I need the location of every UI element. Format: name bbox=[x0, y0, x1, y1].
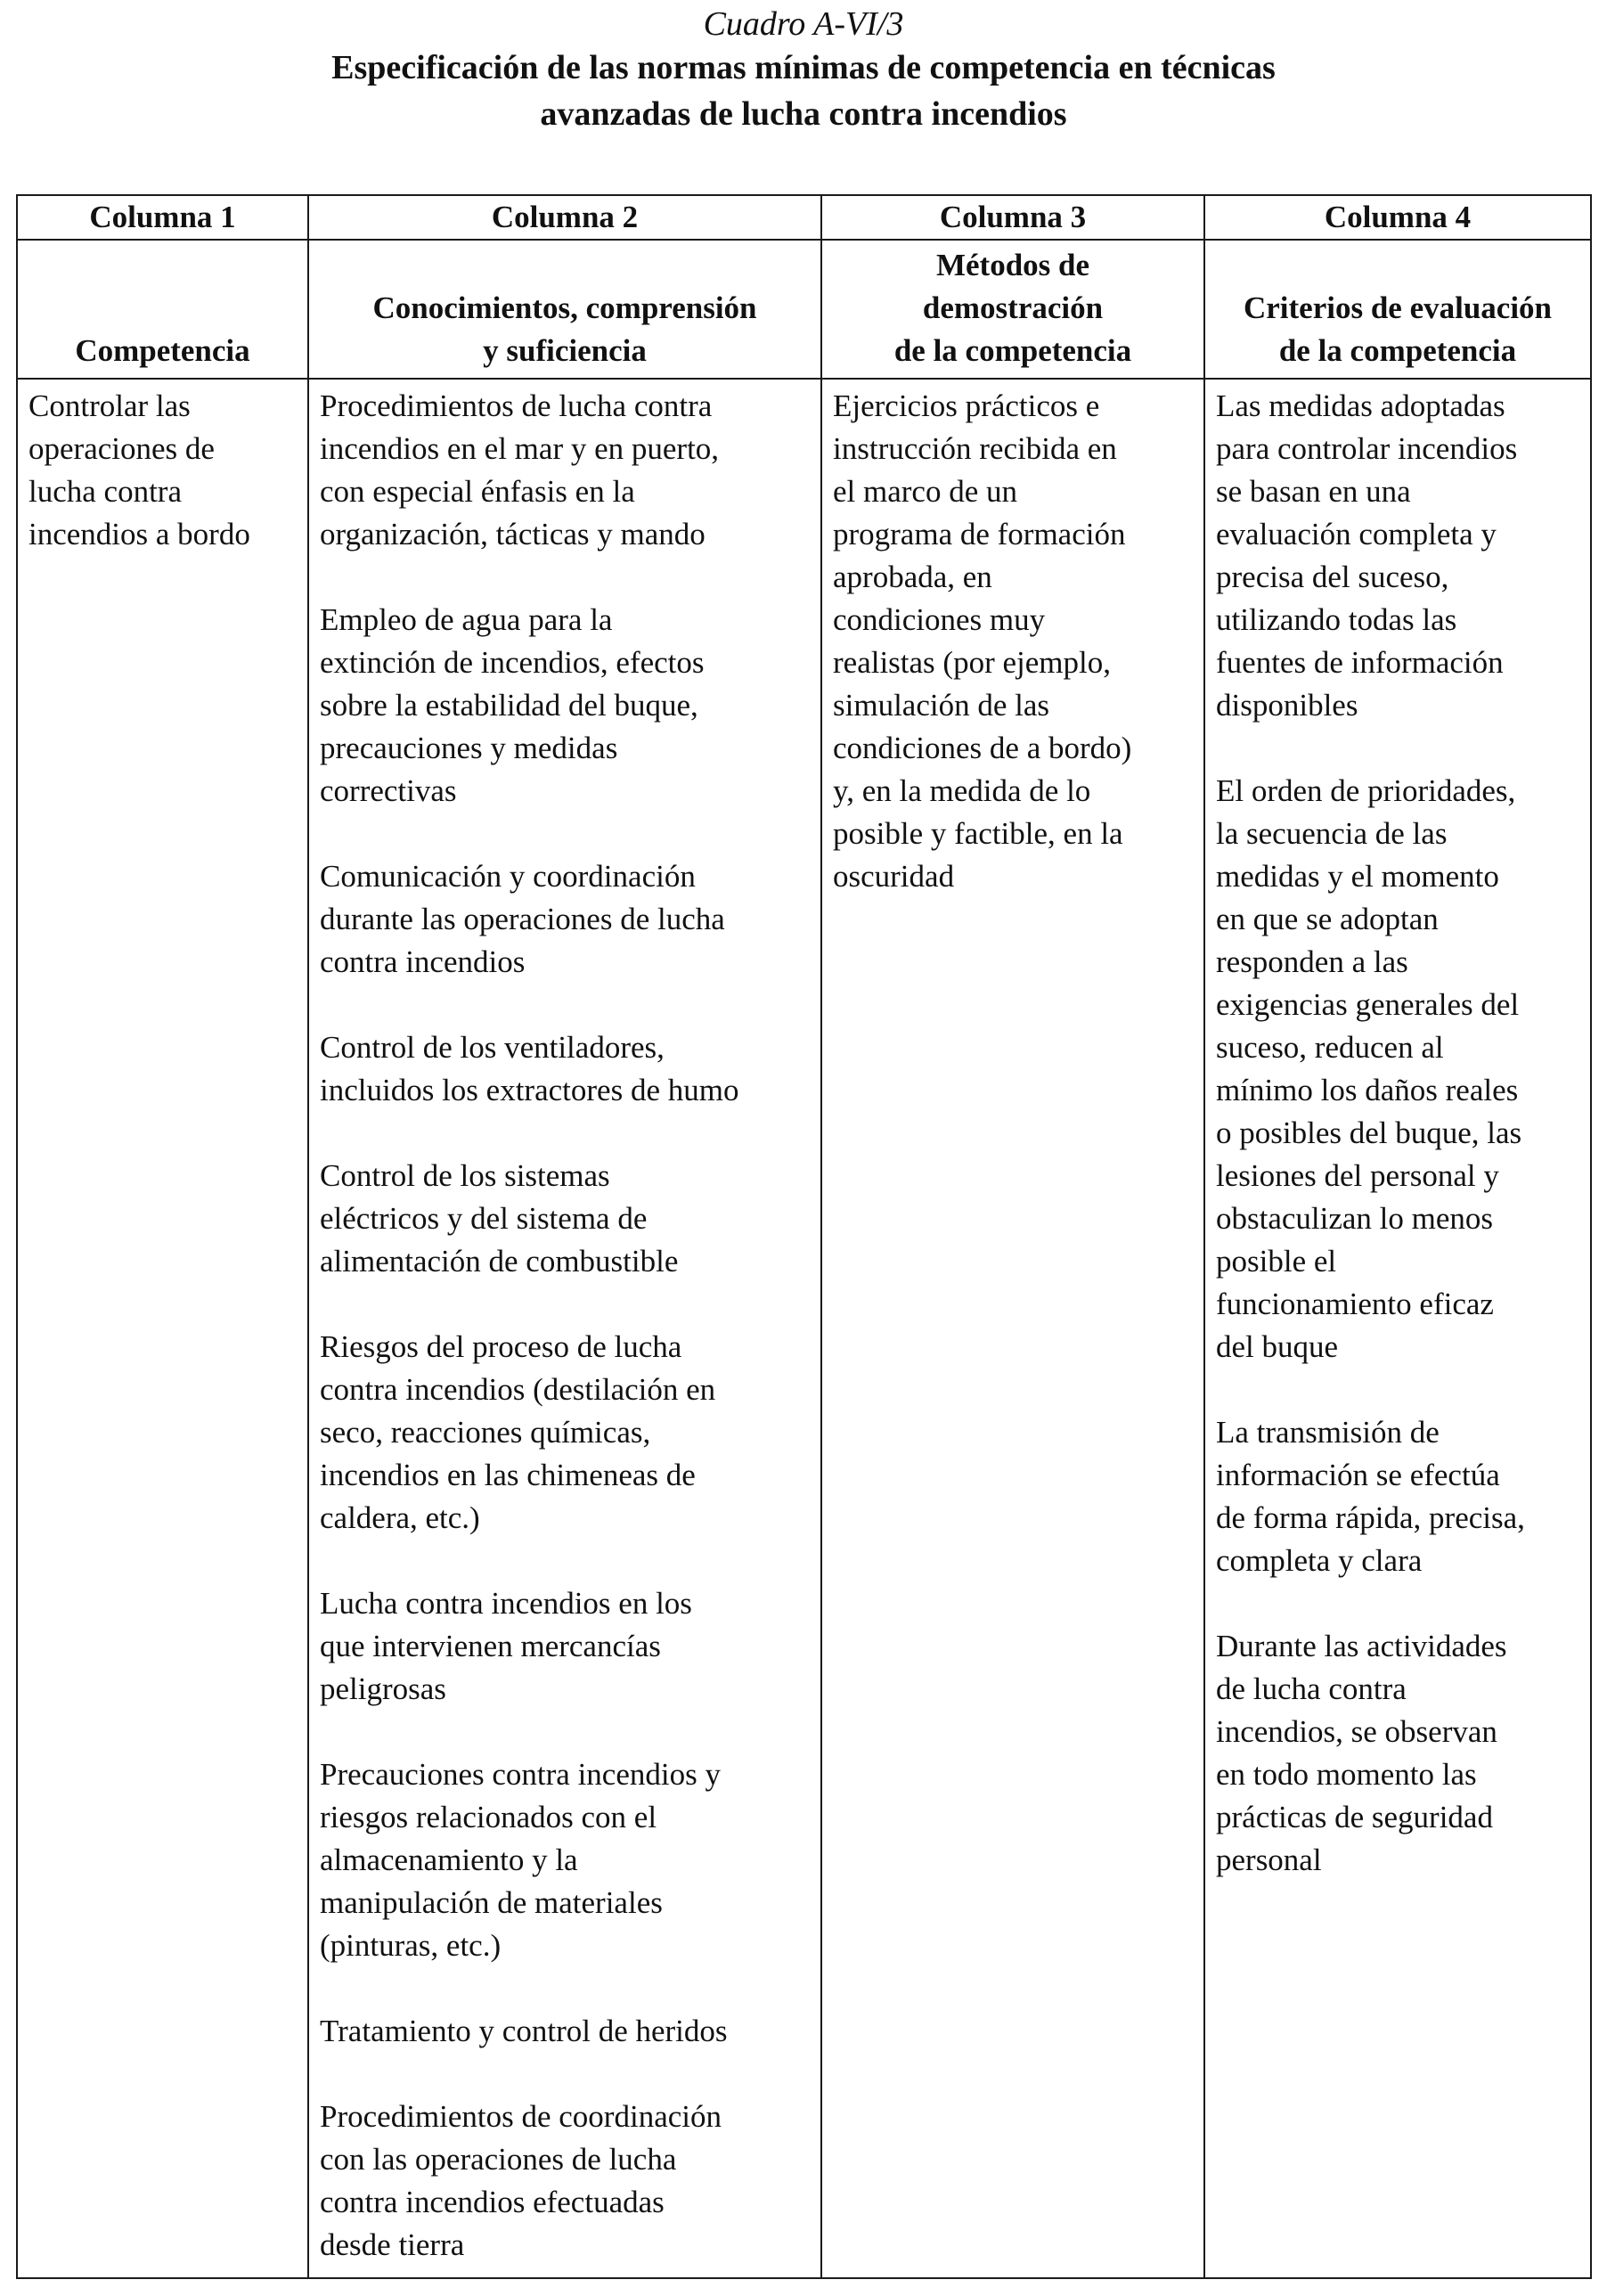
column-title-line: Métodos de bbox=[935, 248, 1090, 282]
column-title-competencia bbox=[17, 240, 308, 379]
table-title-line-2: avanzadas de lucha contra incendios bbox=[540, 95, 1067, 133]
column-title-line: de la competencia bbox=[893, 333, 1132, 368]
criterion-item: Las medidas adoptadas para controlar incendios se basan en una evaluación completa y precisa del suceso, utilizando todas las fuentes de información disponibles bbox=[1216, 388, 1518, 723]
criterion-item: El orden de prioridades, la secuencia de las medidas y el momento en que se adoptan responden a las exigencias generales del suceso, reducen al mínimo los daños reales o posibles del buque, las lesiones del personal y obstaculizan lo menos posible el funcionamiento eficaz del buque bbox=[1216, 773, 1522, 1364]
cell-competencia bbox=[17, 379, 308, 2278]
table-body-row bbox=[17, 379, 1591, 2278]
knowledge-item: Precauciones contra incendios y riesgos relacionados con el almacenamiento y la manipulación de materiales (pinturas, etc.) bbox=[320, 1757, 721, 1963]
competence-table-container bbox=[16, 194, 1590, 2279]
column-number-4: Columna 4 bbox=[1204, 195, 1591, 240]
cell-criterios bbox=[1204, 379, 1591, 2278]
cell-metodos bbox=[821, 379, 1204, 2278]
column-title-line: demostración bbox=[922, 290, 1104, 325]
table-label: Cuadro A-VI/3 bbox=[703, 5, 904, 43]
column-title-line: y suficiencia bbox=[483, 333, 647, 368]
document-header bbox=[0, 0, 1607, 137]
knowledge-item: Procedimientos de lucha contra incendios en el mar y en puerto, con especial énfasis en la organización, tácticas y mando bbox=[320, 388, 720, 552]
knowledge-item: Procedimientos de coordinación con las operaciones de lucha contra incendios efectuadas desde tierra bbox=[320, 2099, 722, 2262]
knowledge-item: Control de los sistemas eléctricos y del sistema de alimentación de combustible bbox=[320, 1158, 679, 1279]
column-number-3: Columna 3 bbox=[821, 195, 1204, 240]
knowledge-item: Comunicación y coordinación durante las operaciones de lucha contra incendios bbox=[320, 859, 725, 979]
column-number-1: Columna 1 bbox=[17, 195, 308, 240]
knowledge-item: Empleo de agua para la extinción de incendios, efectos sobre la estabilidad del buque, precauciones y medidas correctivas bbox=[320, 602, 705, 808]
knowledge-item: Riesgos del proceso de lucha contra incendios (destilación en seco, reacciones químicas, incendios en las chimeneas de caldera, etc.) bbox=[320, 1329, 716, 1535]
method-text: Ejercicios prácticos e instrucción recibida en el marco de un programa de formación aprobada, en condiciones muy realistas (por ejemplo, simulación de las condiciones de a bordo) y, en la medida de lo posible y factible, en la oscuridad bbox=[833, 388, 1132, 894]
competence-table bbox=[16, 194, 1592, 2279]
column-title-metodos bbox=[821, 240, 1204, 379]
column-title-line: Criterios de evaluación bbox=[1243, 290, 1553, 325]
table-title-line-1: Especificación de las normas mínimas de competencia en técnicas bbox=[331, 49, 1276, 86]
column-title-line: Competencia bbox=[75, 333, 250, 368]
column-number-2: Columna 2 bbox=[308, 195, 821, 240]
knowledge-item: Lucha contra incendios en los que intervienen mercancías peligrosas bbox=[320, 1586, 692, 1706]
column-title-criterios bbox=[1204, 240, 1591, 379]
criterion-item: La transmisión de información se efectúa de forma rápida, precisa, completa y clara bbox=[1216, 1415, 1525, 1578]
column-number-row bbox=[17, 195, 1591, 240]
cell-conocimientos bbox=[308, 379, 821, 2278]
knowledge-item: Tratamiento y control de heridos bbox=[320, 2014, 728, 2048]
column-title-row bbox=[17, 240, 1591, 379]
column-title-line: Conocimientos, comprensión bbox=[372, 290, 757, 325]
knowledge-item: Control de los ventiladores, incluidos los extractores de humo bbox=[320, 1030, 739, 1107]
column-title-line: de la competencia bbox=[1278, 333, 1517, 368]
column-title-conocimientos bbox=[308, 240, 821, 379]
criterion-item: Durante las actividades de lucha contra incendios, se observan en todo momento las prácticas de seguridad personal bbox=[1216, 1629, 1507, 1877]
competence-text: Controlar las operaciones de lucha contra incendios a bordo bbox=[29, 388, 250, 552]
